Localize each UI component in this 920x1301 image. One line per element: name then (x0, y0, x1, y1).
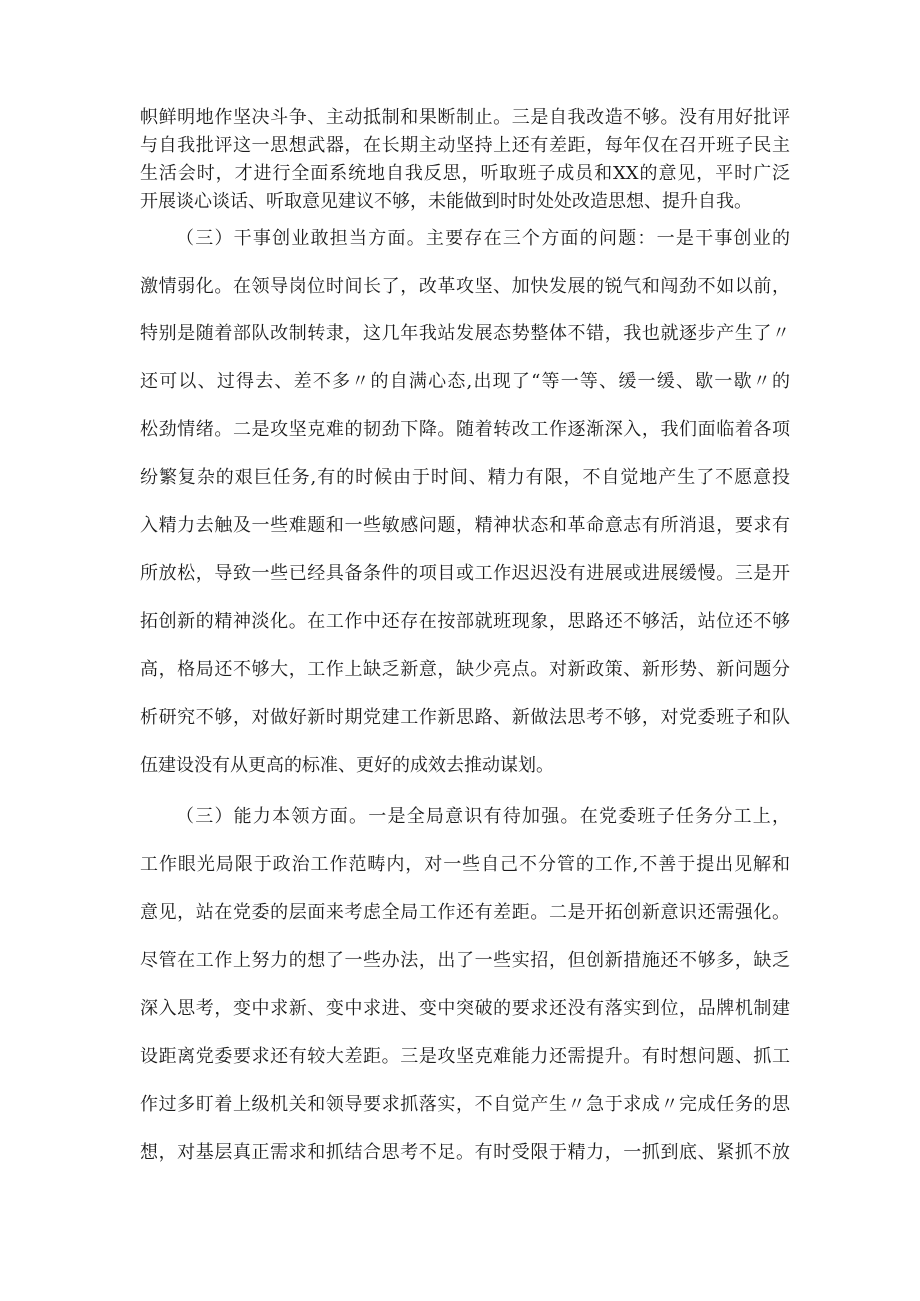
paragraph-line: 还可以、过得去、差不多〃的自满心态,出现了“等一等、缓一缓、歇一歇〃的 (140, 371, 790, 392)
section-heading-line: （三）干事创业敢担当方面。主要存在三个方面的问题：一是干事创业的 (176, 228, 790, 249)
section-heading-line: （三）能力本领方面。一是全局意识有待加强。在党委班子任务分工上， (176, 806, 790, 827)
paragraph-line: 设距离党委要求还有较大差距。三是攻坚克难能力还需提升。有时想问题、抓工 (140, 1046, 790, 1067)
paragraph-line: 伍建设没有从更高的标准、更好的成效去推动谋划。 (140, 755, 554, 776)
paragraph-line: 纷繁复杂的艰巨任务,有的时候由于时间、精力有限，不自觉地产生了不愿意投 (140, 467, 790, 488)
paragraph-line: 激情弱化。在领导岗位时间长了，改革攻坚、加快发展的锐气和闯劲不如以前， (140, 276, 790, 297)
paragraph-line: 帜鲜明地作坚决斗争、主动抵制和果断制止。三是自我改造不够。没有用好批评 (140, 107, 790, 128)
paragraph-line: 深入思考，变中求新、变中求进、变中突破的要求还没有落实到位，品牌机制建 (140, 998, 790, 1019)
paragraph-line: 高，格局还不够大，工作上缺乏新意，缺少亮点。对新政策、新形势、新问题分 (140, 659, 790, 680)
paragraph-line: 松劲情绪。二是攻坚克难的韧劲下降。随着转改工作逐渐深入，我们面临着各项 (140, 419, 790, 440)
paragraph-line: 析研究不够，对做好新时期党建工作新思路、新做法思考不够，对党委班子和队 (140, 707, 790, 728)
paragraph-line: 所放松，导致一些已经具备条件的项目或工作迟迟没有进展或进展缓慢。三是开 (140, 563, 790, 584)
paragraph-line: 想，对基层真正需求和抓结合思考不足。有时受限于精力，一抓到底、紧抓不放 (140, 1142, 790, 1163)
paragraph-line: 开展谈心谈话、听取意见建议不够，未能做到时时处处改造思想、提升自我。 (140, 191, 752, 212)
paragraph-line: 生活会时，才进行全面系统地自我反思，听取班子成员和XX的意见，平时广泛 (140, 163, 790, 184)
paragraph-line: 意见，站在党委的层面来考虑全局工作还有差距。二是开拓创新意识还需强化。 (140, 902, 790, 923)
paragraph-line: 入精力去触及一些难题和一些敏感问题，精神状态和革命意志有所消退，要求有 (140, 515, 790, 536)
paragraph-line: 拓创新的精神淡化。在工作中还存在按部就班现象，思路还不够活，站位还不够 (140, 611, 790, 632)
paragraph-line: 工作眼光局限于政治工作范畴内，对一些自己不分管的工作,不善于提出见解和 (140, 854, 790, 875)
paragraph-line: 作过多盯着上级机关和领导要求抓落实，不自觉产生〃急于求成〃完成任务的思 (140, 1094, 790, 1115)
paragraph-line: 与自我批评这一思想武器，在长期主动坚持上还有差距，每年仅在召开班子民主 (140, 135, 790, 156)
paragraph-line: 特别是随着部队改制转隶，这几年我站发展态势整体不错，我也就逐步产生了〃 (140, 323, 790, 344)
paragraph-line: 尽管在工作上努力的想了一些办法，出了一些实招，但创新措施还不够多，缺乏 (140, 950, 790, 971)
